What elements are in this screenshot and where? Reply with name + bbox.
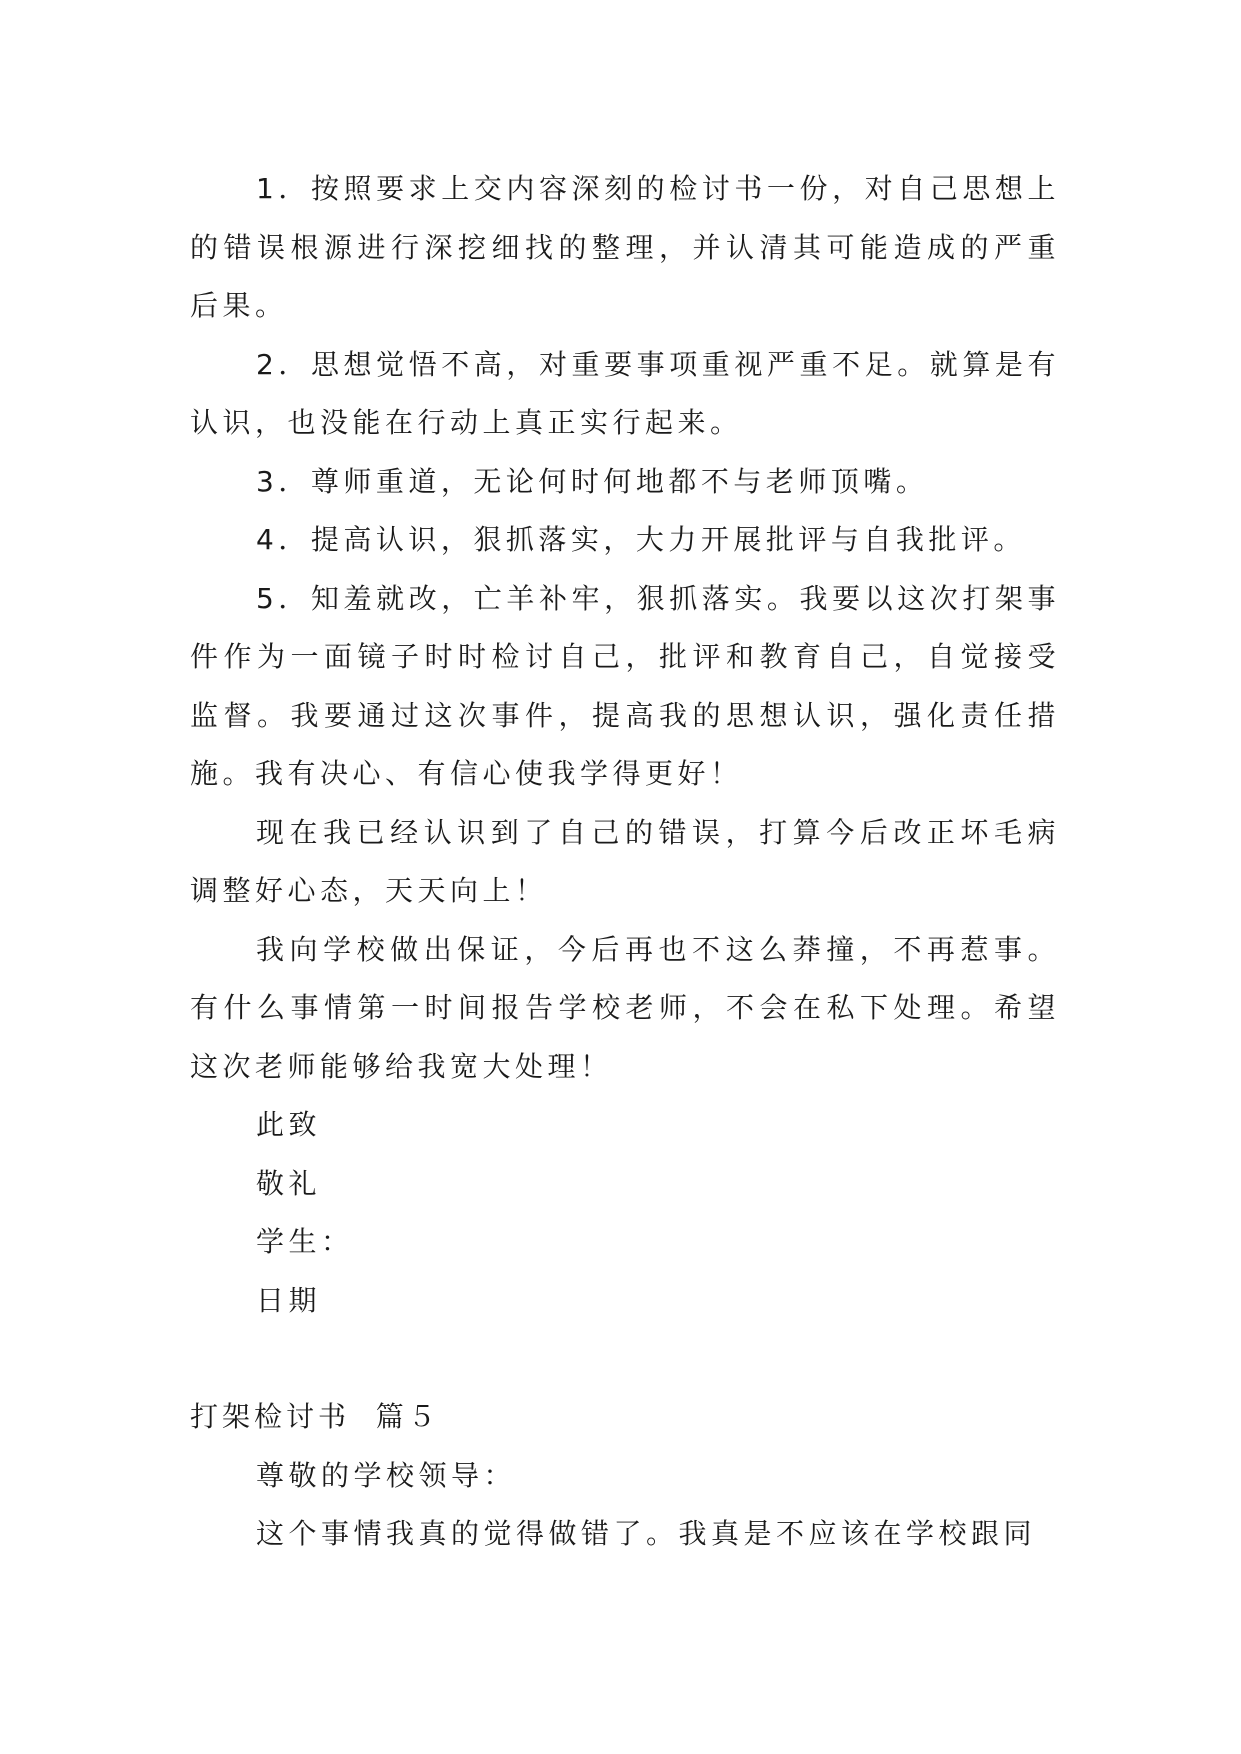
document-body	[190, 160, 1060, 1564]
section-spacer	[190, 1330, 1060, 1388]
guarantee-paragraph: 我向学校做出保证，今后再也不这么莽撞，不再惹事。有什么事情第一时间报告学校老师，不会在私下处理。希望这次老师能够给我宽大处理！	[190, 932, 1060, 1083]
list-item-3: 3．尊师重道，无论何时何地都不与老师顶嘴。	[256, 464, 929, 498]
resolution-paragraph: 现在我已经认识到了自己的错误，打算今后改正坏毛病调整好心态，天天向上！	[190, 815, 1060, 907]
section-greeting: 尊敬的学校领导：	[256, 1458, 517, 1492]
salutation-cizhi: 此致	[256, 1108, 322, 1141]
section-title: 打架检讨书 篇５	[190, 1400, 440, 1433]
list-item-1: 1．按照要求上交内容深刻的检讨书一份，对自己思想上的错误根源进行深挖细找的整理，并认清其可能造成的严重后果。	[190, 172, 1060, 322]
list-item-5: 5．知羞就改，亡羊补牢，狠抓落实。我要以这次打架事件作为一面镜子时时检讨自己，批评和教育自己，自觉接受监督。我要通过这次事件，提高我的思想认识，强化责任措施。我有决心、有信心使我学得更好！	[190, 581, 1060, 790]
salutation-jingli: 敬礼	[256, 1166, 322, 1200]
student-signature-label: 学生：	[256, 1225, 354, 1258]
date-label: 日期	[256, 1283, 322, 1317]
section-first-line: 这个事情我真的觉得做错了。我真是不应该在学校跟同	[256, 1517, 1037, 1550]
list-item-4: 4．提高认识，狠抓落实，大力开展批评与自我批评。	[256, 523, 1026, 556]
list-item-2: 2．思想觉悟不高，对重要事项重视严重不足。就算是有认识，也没能在行动上真正实行起来。	[190, 347, 1060, 439]
